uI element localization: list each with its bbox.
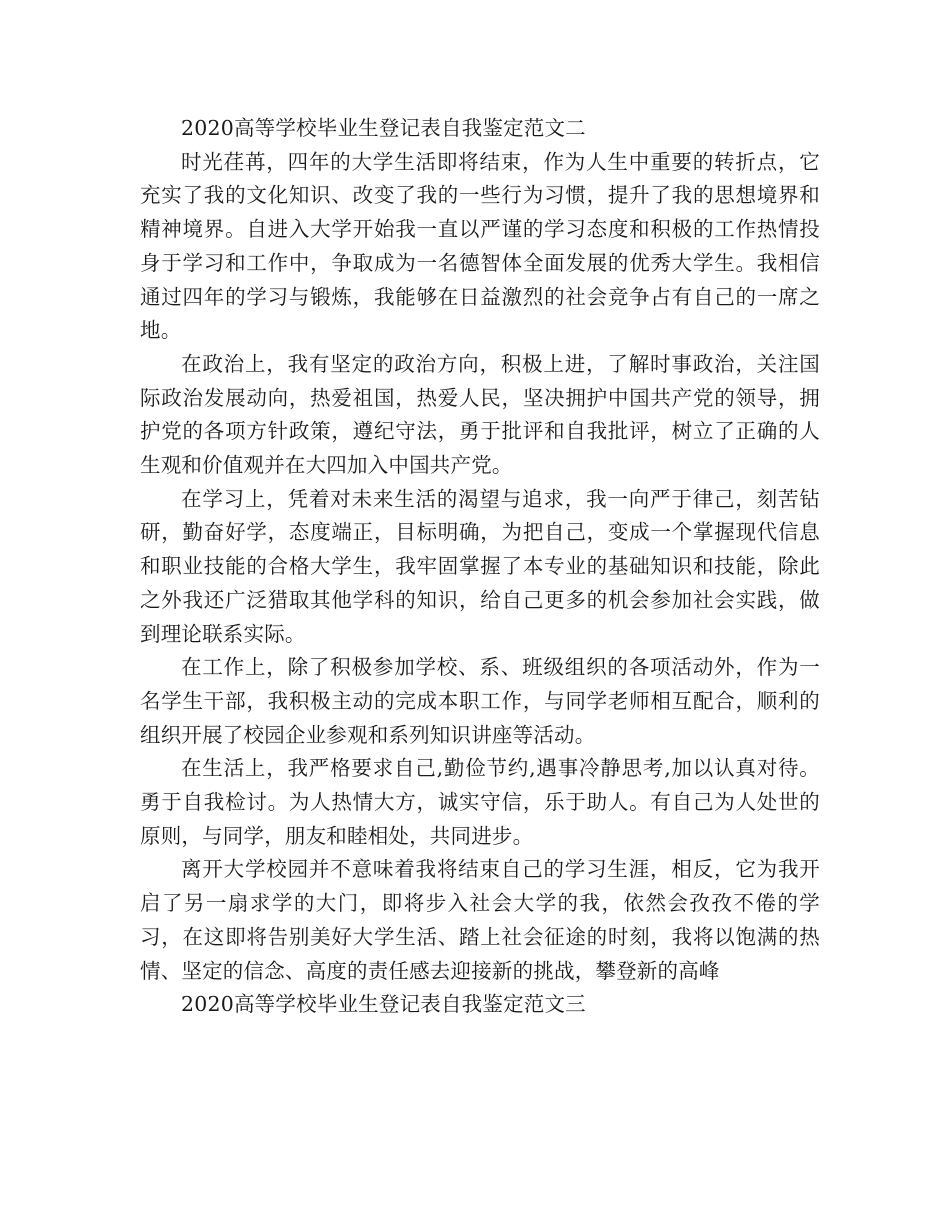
paragraph-work: 在工作上，除了积极参加学校、系、班级组织的各项活动外，作为一名学生干部，我积极主动的完成本职工作，与同学老师相互配合，顺利的组织开展了校园企业参观和系列知识讲座等活动。 (140, 655, 820, 747)
document-page (140, 112, 820, 1022)
paragraph-conclusion: 离开大学校园并不意味着我将结束自己的学习生涯，相反，它为我开启了另一扇求学的大门，即将步入社会大学的我，依然会孜孜不倦的学习，在这即将告别美好大学生活、踏上社会征途的时刻，我将以饱满的热情、坚定的信念、高度的责任感去迎接新的挑战，攀登新的高峰 (140, 857, 820, 983)
paragraph-politics: 在政治上，我有坚定的政治方向，积极上进，了解时事政治，关注国际政治发展动向，热爱祖国，热爱人民，坚决拥护中国共产党的领导，拥护党的各项方针政策，遵纪守法，勇于批评和自我批评，树立了正确的人生观和价值观并在大四加入中国共产党。 (140, 351, 820, 478)
paragraph-introduction: 时光荏苒，四年的大学生活即将结束，作为人生中重要的转折点，它充实了我的文化知识、改变了我的一些行为习惯，提升了我的思想境界和精神境界。自进入大学开始我一直以严谨的学习态度和积极的工作热情投身于学习和工作中，争取成为一名德智体全面发展的优秀大学生。我相信通过四年的学习与锻炼，我能够在日益激烈的社会竞争占有自己的一席之地。 (140, 149, 820, 343)
paragraph-life: 在生活上，我严格要求自己,勤俭节约,遇事冷静思考,加以认真对待。勇于自我检讨。为人热情大方，诚实守信，乐于助人。有自己为人处世的原则，与同学，朋友和睦相处，共同进步。 (140, 756, 820, 848)
paragraph-study: 在学习上，凭着对未来生活的渴望与追求，我一向严于律己，刻苦钻研，勤奋好学，态度端正，目标明确，为把自己，变成一个掌握现代信息和职业技能的合格大学生，我牢固掌握了本专业的基础知识和技能，除此之外我还广泛猎取其他学科的知识，给自己更多的机会参加社会实践，做到理论联系实际。 (140, 486, 820, 646)
section-heading-essay-two: 2020高等学校毕业生登记表自我鉴定范文二 (181, 116, 586, 140)
section-heading-essay-three: 2020高等学校毕业生登记表自我鉴定范文三 (181, 992, 586, 1017)
